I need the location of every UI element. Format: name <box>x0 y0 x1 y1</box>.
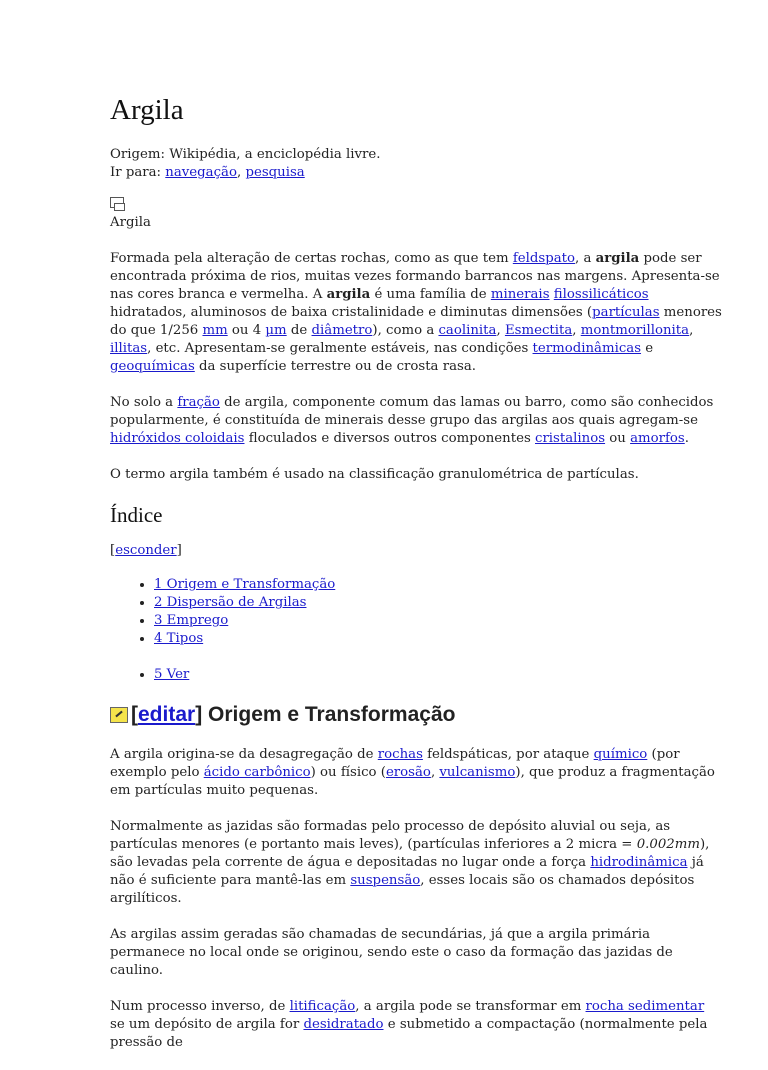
article <box>110 92 722 1070</box>
toc-heading: Índice <box>110 503 163 527</box>
text-run: , a argila pode se transformar em <box>355 999 586 1014</box>
inline-link[interactable]: fração <box>177 395 220 410</box>
text-run: A argila origina-se da desagregação de <box>110 747 378 762</box>
text-run: Num processo inverso, de <box>110 999 290 1014</box>
text-run: , esses locais são os chamados depósitos argilíticos. <box>110 873 695 906</box>
intro-paragraph <box>110 394 722 448</box>
toc-list-secondary <box>110 666 722 684</box>
inline-link[interactable]: minerais <box>490 287 550 302</box>
goto-line <box>110 164 722 182</box>
image-placeholder-icon[interactable] <box>110 197 124 208</box>
text-run: é uma família de <box>370 287 491 302</box>
inline-link[interactable]: termodinâmicas <box>532 341 642 356</box>
text-run: (por exemplo pelo <box>110 747 680 780</box>
navigation-link[interactable]: navegação <box>165 165 237 180</box>
inline-link[interactable]: caolinita <box>438 323 497 338</box>
inline-link[interactable]: cristalinos <box>535 431 606 446</box>
text-run: ou <box>605 431 631 446</box>
text-run: e <box>641 341 654 356</box>
toc-item <box>154 666 722 684</box>
section1-paragraph <box>110 746 722 800</box>
inline-link[interactable]: geoquímicas <box>110 359 195 374</box>
text-run: da superfície terrestre ou de crosta rasa. <box>194 359 476 374</box>
inline-link[interactable]: erosão <box>385 765 431 780</box>
text-run: ), que produz a fragmentação em partículas muito pequenas. <box>110 765 715 798</box>
page-title: Argila <box>110 94 184 126</box>
text-run: hidratados, aluminosos de baixa cristalinidade e diminutas dimensões ( <box>110 305 593 320</box>
toc-toggle-close: ] <box>176 543 182 558</box>
text-run: e submetido a compactação (normalmente pela pressão de <box>110 1017 708 1050</box>
italic-term: 0.002mm <box>636 837 700 852</box>
edit-bracket-open: [ <box>131 703 138 726</box>
text-run: ), como a <box>372 323 439 338</box>
text-run: ), são levadas pela corrente de água e depositadas no lugar onde a força <box>110 837 710 870</box>
inline-link[interactable]: vulcanismo <box>439 765 516 780</box>
text-run: ou 4 <box>227 323 266 338</box>
search-link[interactable]: pesquisa <box>245 165 305 180</box>
text-run: floculados e diversos outros componentes <box>244 431 535 446</box>
toc-toggle-open: [ <box>110 543 116 558</box>
text-run: de argila, componente comum das lamas ou barro, como são conhecidos popularmente, é constituída de minerais desse grupo das argilas aos quais agregam-se <box>110 395 714 428</box>
toc-item <box>154 630 722 648</box>
section-title: Origem e Transformação <box>202 703 456 726</box>
edit-icon[interactable] <box>110 707 128 723</box>
inline-link[interactable]: filossilicáticos <box>553 287 649 302</box>
text-run: , <box>496 323 505 338</box>
inline-link[interactable]: montmorillonita <box>580 323 690 338</box>
inline-link[interactable]: mm <box>202 323 228 338</box>
inline-link[interactable]: feldspato <box>512 251 575 266</box>
toc-toggle <box>110 542 722 560</box>
toc-hide-link[interactable]: esconder <box>115 543 177 558</box>
inline-link[interactable]: hidrodinâmica <box>590 855 688 870</box>
section1-paragraph <box>110 926 722 980</box>
text-run: No solo a <box>110 395 178 410</box>
toc-link[interactable]: 3 Emprego <box>154 613 229 628</box>
toc-item <box>154 594 722 612</box>
inline-link[interactable]: Esmectita <box>504 323 573 338</box>
text-run: Normalmente as jazidas são formadas pelo processo de depósito aluvial ou seja, as partículas menores (e portanto mais leves), (partículas inferiores a 2 micra = <box>110 819 671 852</box>
edit-bracket-close: ] <box>195 703 203 726</box>
inline-link[interactable]: µm <box>265 323 287 338</box>
intro-paragraph <box>110 466 722 484</box>
edit-section-link[interactable]: editar <box>138 703 196 726</box>
text-run: , a <box>574 251 596 266</box>
text-run: O termo argila também é usado na classificação granulométrica de partículas. <box>110 467 639 482</box>
intro-section <box>110 250 722 484</box>
origin-line: Origem: Wikipédia, a enciclopédia livre. <box>110 147 381 162</box>
section-body <box>110 746 722 1052</box>
section1-paragraph <box>110 998 722 1052</box>
text-run: As argilas assim geradas são chamadas de secundárias, já que a argila primária permanece no local onde se originou, sendo este o caso da formação das jazidas de caulino. <box>110 927 673 978</box>
text-run: menores do que 1/256 <box>110 305 722 338</box>
inline-link[interactable]: amorfos <box>630 431 685 446</box>
text-run: de <box>286 323 312 338</box>
toc-link[interactable]: 1 Origem e Transformação <box>154 577 336 592</box>
toc-item <box>154 612 722 630</box>
bold-term: argila <box>326 287 371 302</box>
image-block <box>110 196 722 232</box>
text-run: , etc. Apresentam-se geralmente estáveis, nas condições <box>147 341 533 356</box>
inline-link[interactable]: hidróxidos coloidais <box>110 431 245 446</box>
text-run: ) ou físico ( <box>310 765 386 780</box>
inline-link[interactable]: suspensão <box>350 873 421 888</box>
image-caption: Argila <box>110 215 151 230</box>
inline-link[interactable]: diâmetro <box>311 323 373 338</box>
bold-term: argila <box>595 251 640 266</box>
text-run: , <box>430 765 440 780</box>
text-run: se um depósito de argila for <box>110 1017 304 1032</box>
inline-link[interactable]: rocha sedimentar <box>585 999 705 1014</box>
toc-link[interactable]: 2 Dispersão de Argilas <box>154 595 307 610</box>
inline-link[interactable]: químico <box>593 747 648 762</box>
goto-prefix: Ir para: <box>110 165 162 180</box>
intro-paragraph <box>110 250 722 376</box>
inline-link[interactable]: desidratado <box>303 1017 384 1032</box>
text-run: pode ser encontrada próxima de rios, muitas vezes formando barrancos nas margens. Apresenta-se nas cores branca e vermelha. A <box>110 251 720 302</box>
section1-paragraph <box>110 818 722 908</box>
inline-link[interactable]: ácido carbônico <box>203 765 311 780</box>
text-run: , <box>572 323 581 338</box>
text-run: feldspáticas, por ataque <box>422 747 594 762</box>
inline-link[interactable]: partículas <box>592 305 660 320</box>
inline-link[interactable]: litificação <box>289 999 356 1014</box>
toc-link[interactable]: 4 Tipos <box>154 631 204 646</box>
inline-link[interactable]: illitas <box>110 341 148 356</box>
inline-link[interactable]: rochas <box>377 747 423 762</box>
text-run: Formada pela alteração de certas rochas, como as que tem <box>110 251 513 266</box>
toc-link[interactable]: 5 Ver <box>154 667 190 682</box>
text-run: . <box>684 431 689 446</box>
text-run: já não é suficiente para mantê-las em <box>110 855 704 888</box>
goto-separator: , <box>236 165 242 180</box>
text-run: , <box>689 323 694 338</box>
section-heading-origem <box>110 702 722 728</box>
toc-item <box>154 576 722 594</box>
toc-list <box>110 576 722 648</box>
